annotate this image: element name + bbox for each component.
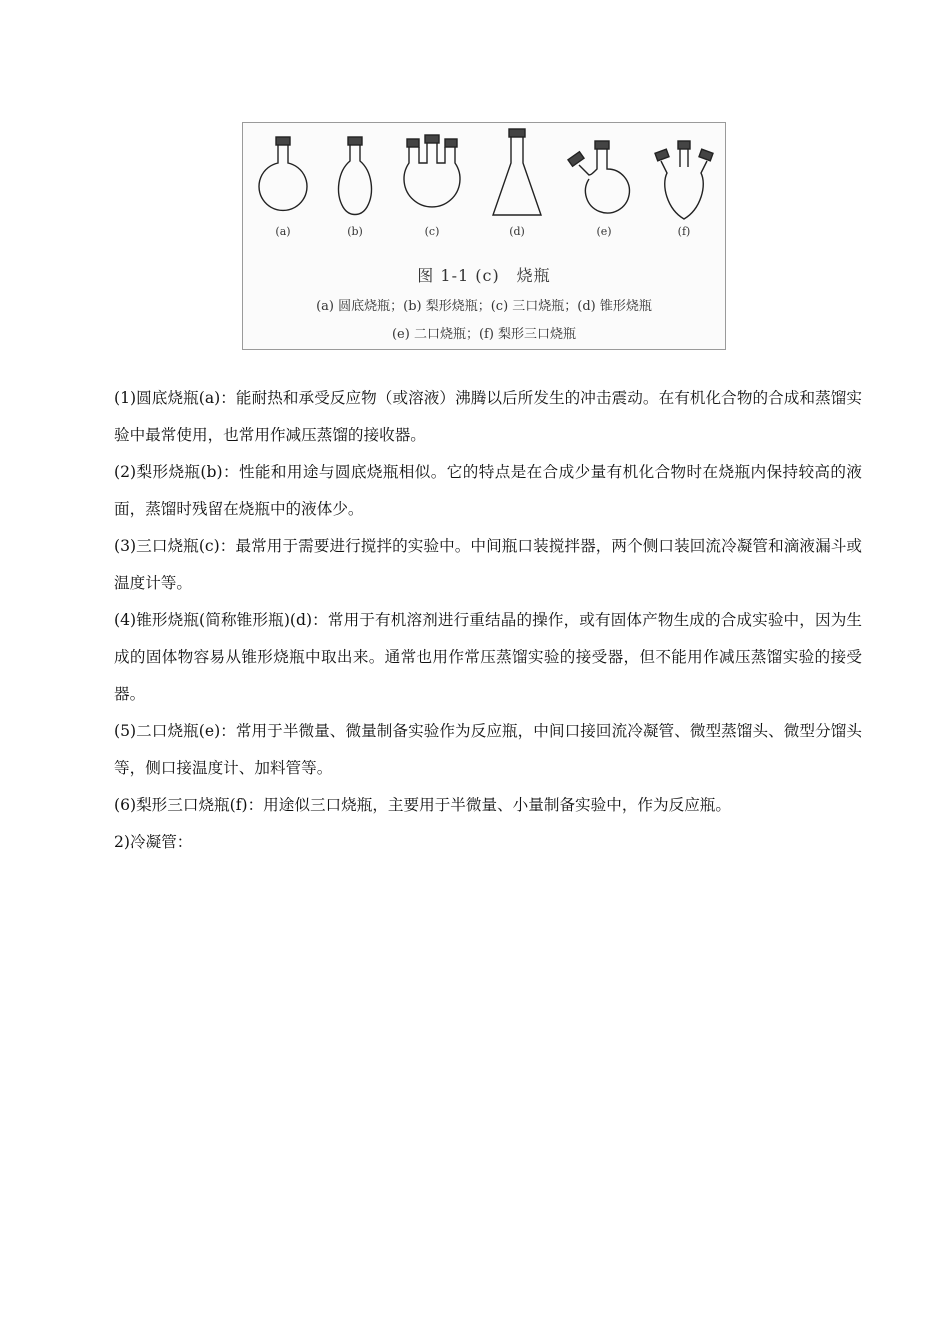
paragraph-pear-flask: (2)梨形烧瓶(b)：性能和用途与圆底烧瓶相似。它的特点是在合成少量有机化合物时在烧瓶内保持较高的液面，蒸馏时残留在烧瓶中的液体少。 — [114, 463, 862, 518]
figure-caption-line-2: (e) 二口烧瓶；(f) 梨形三口烧瓶 — [391, 327, 577, 342]
figure-label-d: (d) — [509, 225, 525, 238]
paragraph-pear-three-neck-flask: (6)梨形三口烧瓶(f)：用途似三口烧瓶，主要用于半微量、小量制备实验中，作为反应瓶。 — [114, 796, 731, 814]
figure-label-b: (b) — [347, 225, 363, 238]
figure-label-e: (e) — [596, 225, 612, 238]
pear-three-neck-flask-icon — [655, 141, 713, 219]
conical-flask-icon — [493, 129, 541, 215]
figure-title: 图 1-1 (c) 烧瓶 — [417, 266, 551, 285]
figure-label-c: (c) — [424, 225, 440, 238]
paragraph-two-neck-flask: (5)二口烧瓶(e)：常用于半微量、微量制备实验作为反应瓶，中间口接回流冷凝管、微型蒸馏头、微型分馏头等，侧口接温度计、加料管等。 — [114, 722, 862, 777]
three-neck-flask-icon — [404, 135, 460, 207]
paragraph-round-bottom-flask: (1)圆底烧瓶(a)：能耐热和承受反应物（或溶液）沸腾以后所发生的冲击震动。在有机化合物的合成和蒸馏实验中最常使用，也常用作减压蒸馏的接收器。 — [114, 389, 862, 444]
paragraph-three-neck-flask: (3)三口烧瓶(c)：最常用于需要进行搅拌的实验中。中间瓶口装搅拌器，两个侧口装回流冷凝管和滴液漏斗或温度计等。 — [114, 537, 862, 592]
flask-illustrations — [243, 123, 727, 258]
flask-figure — [242, 122, 726, 350]
section-heading-condenser: 2)冷凝管： — [114, 833, 193, 851]
document-body — [114, 380, 862, 861]
two-neck-flask-icon — [568, 141, 629, 213]
figure-label-a: (a) — [275, 225, 291, 238]
pear-flask-icon — [339, 137, 372, 215]
paragraph-conical-flask: (4)锥形烧瓶(简称锥形瓶)(d)：常用于有机溶剂进行重结晶的操作，或有固体产物生成的合成实验中，因为生成的固体物容易从锥形烧瓶中取出来。通常也用作常压蒸馏实验的接受器，但不能用作减压蒸馏实验的接受器。 — [114, 611, 862, 703]
figure-caption-line-1: (a) 圆底烧瓶；(b) 梨形烧瓶；(c) 三口烧瓶；(d) 锥形烧瓶 — [316, 299, 652, 314]
round-bottom-flask-icon — [259, 137, 307, 210]
figure-label-f: (f) — [677, 225, 691, 238]
